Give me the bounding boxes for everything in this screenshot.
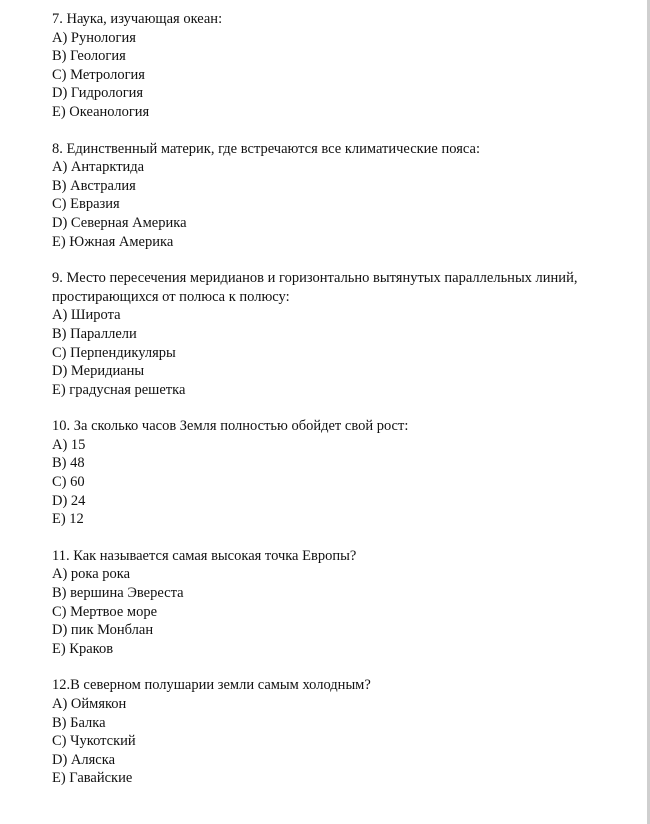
- question-text: 11. Как называется самая высокая точка Европы?: [52, 547, 357, 564]
- quiz-document: [52, 10, 642, 806]
- answer-option-e: E) 12: [52, 511, 84, 528]
- question-11: [52, 547, 642, 659]
- question-text: 12.В северном полушарии земли самым холодным?: [52, 677, 371, 694]
- answer-option-b: B) 48: [52, 455, 85, 472]
- answer-option-c: C) Чукотский: [52, 733, 136, 750]
- answer-option-a: A) Широта: [52, 307, 121, 324]
- answer-option-a: A) Антарктида: [52, 159, 145, 176]
- question-10: [52, 417, 642, 529]
- question-8: [52, 140, 642, 252]
- question-text: 7. Наука, изучающая океан:: [52, 11, 223, 27]
- answer-option-a: A) рока рока: [52, 566, 131, 583]
- answer-option-e: E) градусная решетка: [52, 381, 186, 398]
- answer-option-d: D) Гидрология: [52, 85, 144, 102]
- answer-option-c: C) 60: [52, 474, 85, 491]
- answer-option-e: E) Краков: [52, 640, 114, 657]
- answer-option-e: E) Гавайские: [52, 770, 133, 787]
- answer-option-c: C) Перпендикуляры: [52, 344, 176, 361]
- answer-option-d: D) Северная Америка: [52, 214, 187, 231]
- answer-option-b: B) Геология: [52, 48, 126, 65]
- answer-option-c: C) Мертвое море: [52, 603, 158, 620]
- answer-option-e: E) Океанология: [52, 103, 150, 120]
- answer-option-b: B) Австралия: [52, 177, 136, 194]
- question-7: [52, 10, 642, 122]
- answer-option-d: D) 24: [52, 492, 86, 509]
- answer-option-d: D) Меридианы: [52, 363, 145, 380]
- answer-option-b: B) вершина Эвереста: [52, 585, 184, 602]
- question-text: 9. Место пересечения меридианов и горизонтально вытянутых параллельных линий, простирающихся от полюса к полюсу:: [52, 270, 578, 305]
- answer-option-d: D) Аляска: [52, 751, 115, 768]
- answer-option-a: A) Оймякон: [52, 696, 127, 712]
- answer-option-d: D) пик Монблан: [52, 622, 154, 639]
- question-9: [52, 269, 642, 399]
- answer-option-b: B) Балка: [52, 714, 106, 731]
- question-12: [52, 676, 642, 788]
- answer-option-c: C) Метрология: [52, 66, 145, 83]
- answer-option-a: A) Рунология: [52, 29, 136, 46]
- answer-option-b: B) Параллели: [52, 325, 137, 342]
- question-text: 8. Единственный материк, где встречаются все климатические пояса:: [52, 140, 480, 157]
- answer-option-a: A) 15: [52, 436, 86, 453]
- question-text: 10. За сколько часов Земля полностью обойдет свой рост:: [52, 418, 409, 435]
- answer-option-e: E) Южная Америка: [52, 233, 174, 250]
- answer-option-c: C) Евразия: [52, 196, 120, 213]
